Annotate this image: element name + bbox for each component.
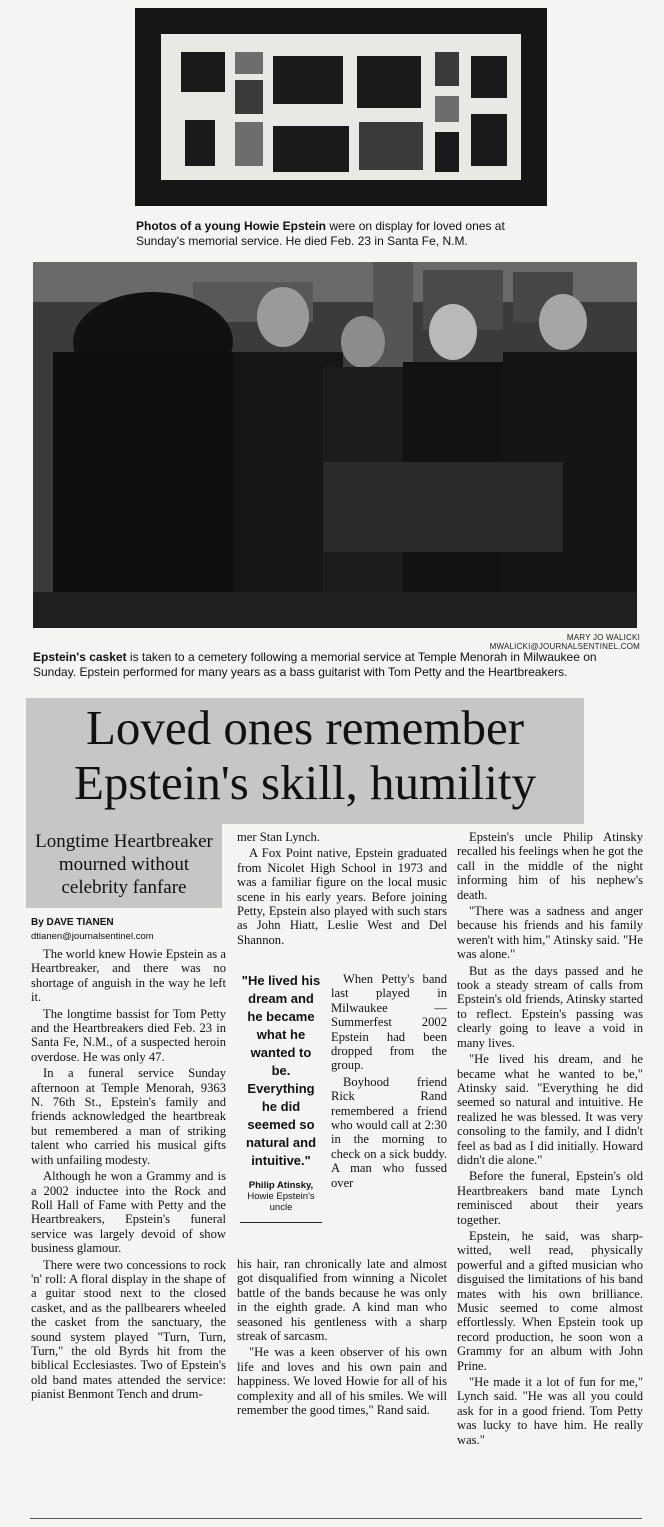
paragraph: Epstein, he said, was sharp-witted, well read, physically powerful and a gifted musician who disguised the limitations of his band mates with his own brilliance. Music seemed to come almost effortlessly. When Epstein took up record production, he soon won a Grammy for an album with John Prine. <box>457 1228 643 1373</box>
article-column-1 <box>31 947 226 1404</box>
paragraph: There were two concessions to rock 'n' roll: A floral display in the shape of a guitar stood next to the closed casket, and as the pallbearers wheeled the casket from the sanctuary, the sound system played "Turn, Turn, Turn," the old Byrds hit from the biblical Ecclesiastes. Two of Epstein's old band mates attended the service: pianist Benmont Tench and drum- <box>31 1257 226 1402</box>
paragraph: "There was a sadness and anger because his friends and his family weren't with him," Atinsky said. "He was alone." <box>457 904 643 962</box>
article-column-3 <box>457 830 643 1449</box>
paragraph: In a funeral service Sunday afternoon at Temple Menorah, 9363 N. 76th St., Epstein's family and friends acknowledged the heartbreak but remembered a man of striking talent who carried his musical gifts with unfailing modesty. <box>31 1066 226 1167</box>
photo-caption-top <box>136 219 556 249</box>
photo-mat <box>161 34 521 180</box>
caption-text: is taken to a cemetery following a memorial service at Temple Menorah in Milwaukee on Sunday. Epstein performed for many years as a bass guitarist with Tom Petty and the Heartbreakers. <box>33 650 597 679</box>
pull-quote-text: "He lived his dream and he became what he wanted to be. Everything he did seemed so natural and intuitive." <box>241 973 321 1168</box>
headline: Loved ones remember Epstein's skill, humility <box>73 700 537 810</box>
article-column-2-top <box>237 830 447 949</box>
photo-credit: MARY JO WALICKI MWALICKI@JOURNALSENTINEL.COM <box>489 633 640 651</box>
paragraph: his hair, ran chronically late and almost got disqualified from winning a Nicolet battle of the bands because he was only in the eighth grade. A kind man who seasoned his gentleness with a sharp streak of sarcasm. <box>237 1257 447 1344</box>
paragraph: "He lived his dream, and he became what he wanted to be," Atinsky said. "Everything he did seemed so natural and intuitive. He realized he was blessed. It was very consoling to the family, and I didn't feel as bad as I did initially. Howard didn't die alone." <box>457 1052 643 1167</box>
paragraph: Boyhood friend Rick Rand remembered a friend who would call at 2:30 in the morning to check on a sick buddy. A man who fussed over <box>331 1074 447 1190</box>
pull-quote-rule <box>240 1222 322 1223</box>
photo-memorial-service <box>33 262 637 628</box>
caption-lead: Photos of a young Howie Epstein <box>136 219 327 233</box>
bottom-rule <box>30 1518 642 1519</box>
pull-quote-name: Philip Atinsky, <box>248 1180 314 1191</box>
pull-quote-attribution <box>240 1180 322 1213</box>
caption-text: were on display for loved ones at Sunday's memorial service. He died Feb. 23 in Santa Fe, N.M. <box>136 219 505 248</box>
paragraph: Before the funeral, Epstein's old Heartbreakers band mate Lynch reminisced about their years together. <box>457 1169 643 1227</box>
caption-lead: Epstein's casket <box>33 650 127 664</box>
paragraph: But as the days passed and he took a steady stream of calls from Epstein's old friends, Atinsky started to reflect. Epstein's passing was clearly going to leave a void in many lives. <box>457 963 643 1050</box>
paragraph: "He was a keen observer of his own life and loves and his own pain and happiness. We loved Howie for all of his complexity and all of his smiles. We will remember the good times," Rand said. <box>237 1345 447 1418</box>
paragraph: When Petty's band last played in Milwaukee — Summerfest 2002 Epstein had been dropped from the group. <box>331 972 447 1073</box>
author-email: dtianen@journalsentinel.com <box>31 931 154 942</box>
photo-caption-main <box>33 650 643 680</box>
paragraph: A Fox Point native, Epstein graduated from Nicolet High School in 1973 and was a familiar figure on the local music scene in his early years. Before joining Petty, Epstein also played with such stars as John Hiatt, Leslie West and Del Shannon. <box>237 846 447 947</box>
photo-display-board <box>135 8 547 206</box>
byline: By DAVE TIANEN <box>31 917 114 928</box>
photo-scene <box>33 262 637 628</box>
paragraph: Although he won a Grammy and is a 2002 inductee into the Rock and Roll Hall of Fame with Petty and the Heartbreakers, Epstein's funeral service was largely devoid of show business glamour. <box>31 1169 226 1256</box>
pull-quote <box>240 972 322 1213</box>
paragraph: "He made it a lot of fun for me," Lynch said. "He was all you could ask for in a good friend. Tom Petty was lucky to have him. He really was." <box>457 1375 643 1447</box>
paragraph: The longtime bassist for Tom Petty and the Heartbreakers died Feb. 23 in Santa Fe, N.M., of a suspected heroin overdose. He was only 47. <box>31 1006 226 1064</box>
pull-quote-role: Howie Epstein's uncle <box>247 1191 315 1213</box>
paragraph: mer Stan Lynch. <box>237 830 320 844</box>
paragraph: The world knew Howie Epstein as a Heartbreaker, and there was no shortage of anguish in the way he left it. <box>31 947 226 1005</box>
deck-subheadline: Longtime Heartbreaker mourned without celebrity fanfare <box>35 831 213 898</box>
paragraph: Epstein's uncle Philip Atinsky recalled his feelings when he got the call in the middle of the night informing him of his nephew's death. <box>457 830 643 902</box>
article-column-2-bottom <box>237 1257 447 1419</box>
article-column-2-side <box>331 972 447 1192</box>
